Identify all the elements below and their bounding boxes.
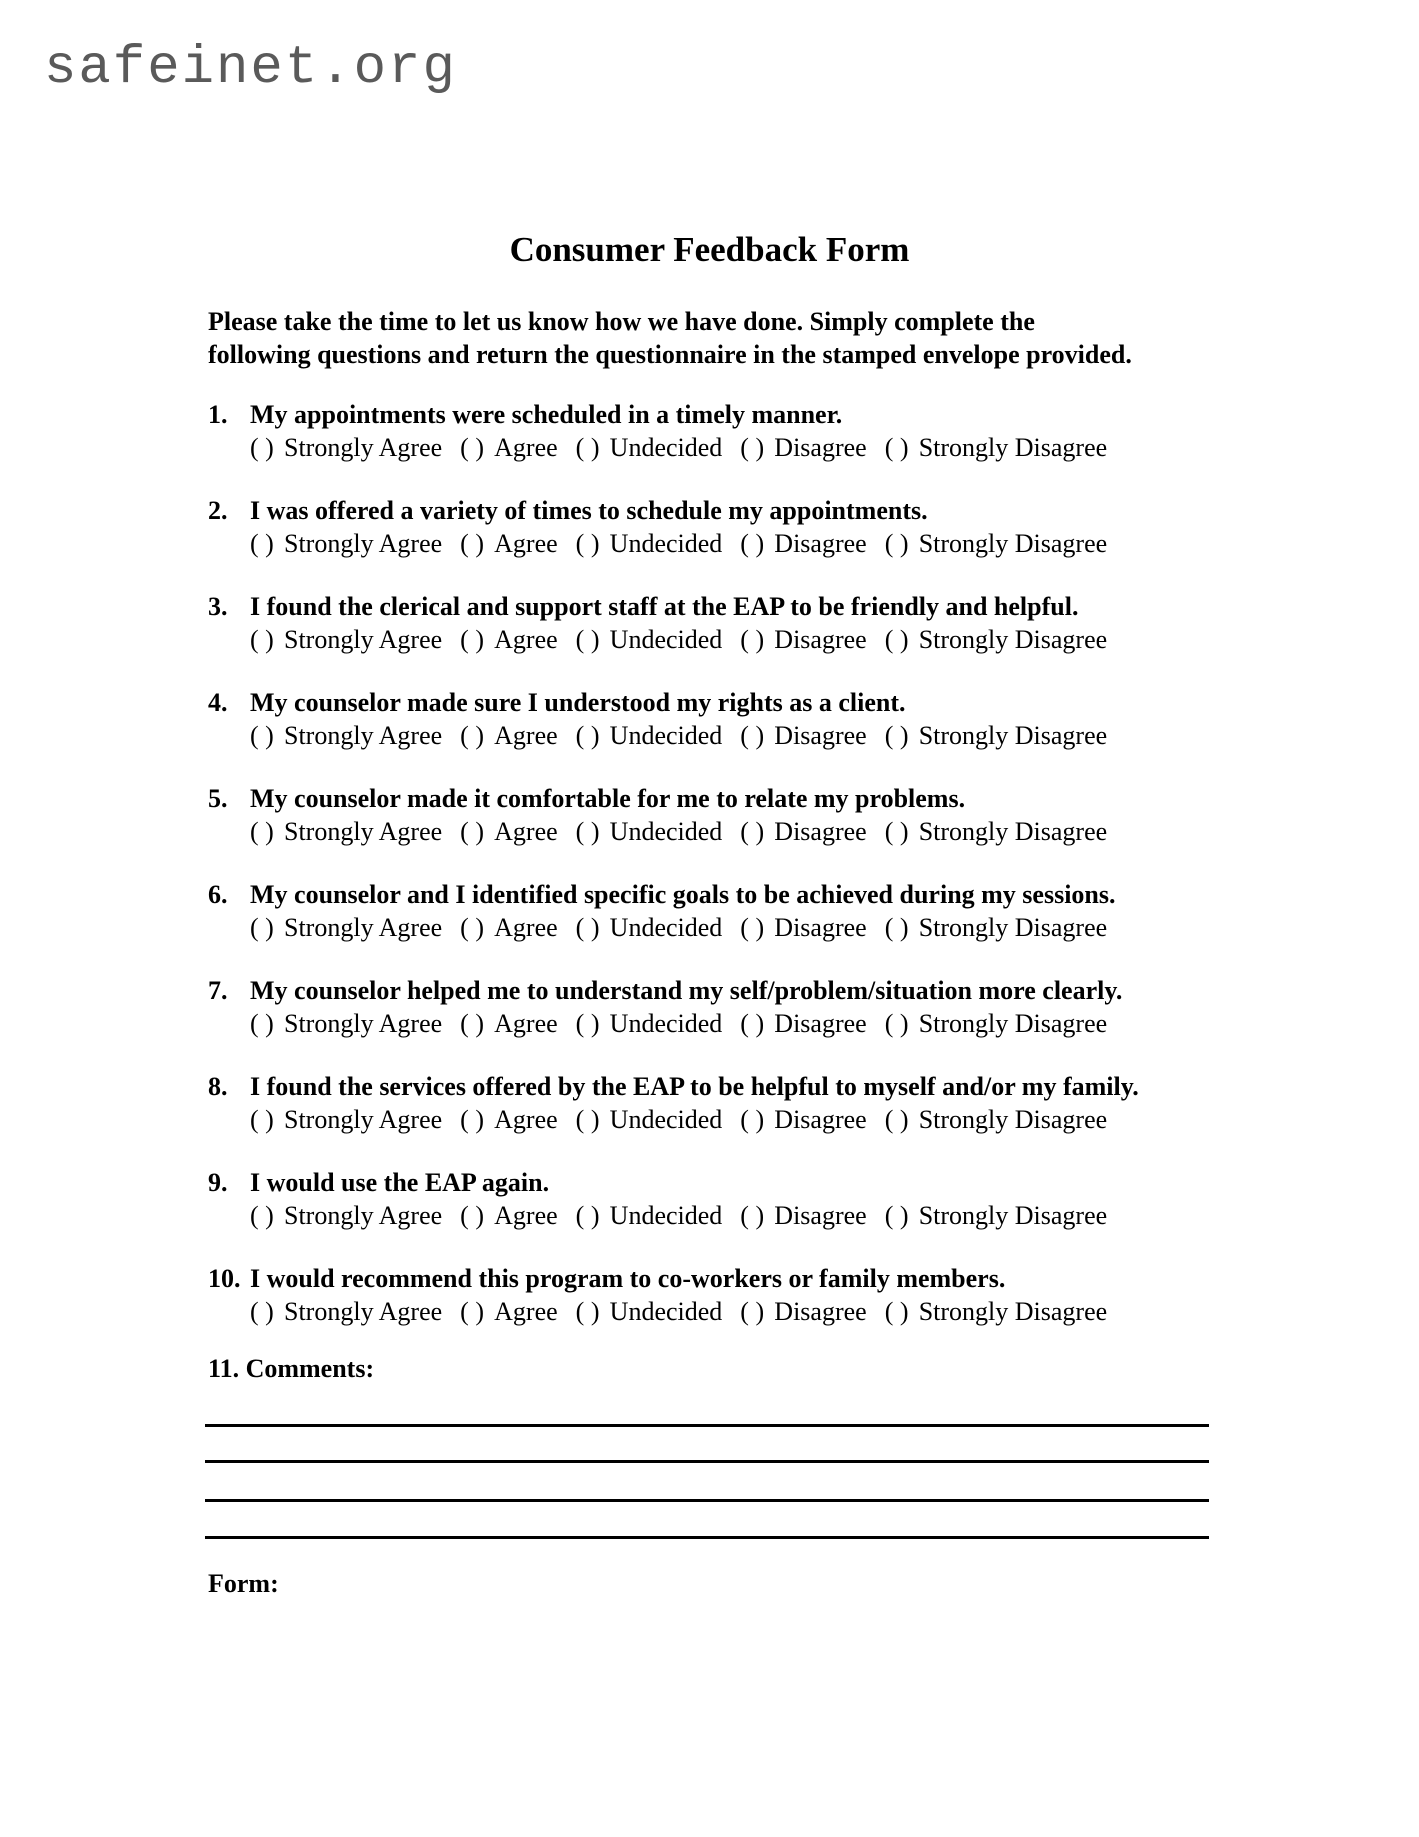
rating-option[interactable] — [576, 527, 723, 560]
question-item — [208, 494, 1258, 590]
question-item — [208, 782, 1258, 878]
rating-checkbox[interactable]: ( ) — [575, 1009, 600, 1038]
rating-label: Strongly Disagree — [918, 817, 1108, 846]
rating-label: Strongly Disagree — [918, 1105, 1108, 1134]
comment-line[interactable] — [205, 1499, 1209, 1502]
rating-label: Undecided — [609, 1297, 723, 1326]
rating-option[interactable] — [885, 1103, 1107, 1136]
rating-checkbox[interactable]: ( ) — [250, 1105, 274, 1134]
question-item — [208, 1262, 1258, 1358]
rating-checkbox[interactable]: ( ) — [740, 1201, 765, 1230]
rating-checkbox[interactable]: ( ) — [460, 913, 484, 942]
rating-label: Strongly Agree — [284, 433, 443, 462]
rating-checkbox[interactable]: ( ) — [884, 817, 909, 846]
rating-label: Strongly Disagree — [918, 433, 1108, 462]
question-item — [208, 1166, 1258, 1262]
rating-option[interactable] — [250, 1295, 442, 1328]
rating-option[interactable] — [576, 431, 723, 464]
rating-label: Undecided — [609, 529, 723, 558]
rating-checkbox[interactable]: ( ) — [575, 1105, 600, 1134]
rating-label: Agree — [494, 817, 558, 846]
question-label: My counselor and I identified specific goals to be achieved during my sessions. — [250, 880, 1116, 909]
rating-label: Undecided — [609, 1009, 723, 1038]
rating-option[interactable] — [740, 911, 866, 944]
rating-label: Strongly Agree — [284, 721, 443, 750]
question-list — [208, 398, 1258, 1358]
rating-checkbox[interactable]: ( ) — [740, 529, 765, 558]
rating-checkbox[interactable]: ( ) — [250, 1201, 274, 1230]
rating-checkbox[interactable]: ( ) — [250, 1009, 274, 1038]
rating-label: Strongly Agree — [284, 1297, 443, 1326]
rating-label: Agree — [494, 529, 558, 558]
rating-label: Disagree — [774, 1009, 867, 1038]
rating-option[interactable] — [460, 1007, 558, 1040]
comments-label — [208, 1352, 374, 1385]
rating-option[interactable] — [885, 1295, 1107, 1328]
rating-checkbox[interactable]: ( ) — [884, 1297, 909, 1326]
rating-option[interactable] — [460, 431, 558, 464]
rating-checkbox[interactable]: ( ) — [740, 817, 765, 846]
rating-options — [250, 1199, 1258, 1232]
rating-checkbox[interactable]: ( ) — [575, 913, 600, 942]
rating-label: Strongly Disagree — [918, 1201, 1108, 1230]
question-label: I would use the EAP again. — [250, 1168, 550, 1197]
rating-option[interactable] — [250, 719, 442, 752]
rating-option[interactable] — [885, 1007, 1107, 1040]
rating-label: Disagree — [774, 721, 867, 750]
rating-label: Strongly Agree — [284, 625, 443, 654]
rating-label: Strongly Disagree — [918, 721, 1108, 750]
rating-checkbox[interactable]: ( ) — [575, 721, 600, 750]
rating-checkbox[interactable]: ( ) — [250, 433, 274, 462]
form-label: Form: — [208, 1569, 279, 1598]
rating-option[interactable] — [250, 623, 442, 656]
rating-checkbox[interactable]: ( ) — [460, 721, 484, 750]
rating-options — [250, 719, 1258, 752]
rating-option[interactable] — [740, 623, 866, 656]
rating-option[interactable] — [885, 623, 1107, 656]
rating-checkbox[interactable]: ( ) — [740, 721, 765, 750]
comment-line[interactable] — [205, 1424, 1209, 1427]
rating-option[interactable] — [885, 1199, 1107, 1232]
rating-checkbox[interactable]: ( ) — [460, 1009, 484, 1038]
rating-label: Strongly Agree — [284, 1105, 443, 1134]
question-text — [208, 1262, 1258, 1295]
rating-options — [250, 1295, 1258, 1328]
rating-label: Strongly Agree — [284, 913, 443, 942]
rating-option[interactable] — [885, 815, 1107, 848]
intro-text — [208, 305, 1248, 371]
question-number: 8. — [208, 1072, 228, 1101]
question-label: I was offered a variety of times to schedule my appointments. — [250, 496, 928, 525]
rating-label: Undecided — [609, 721, 723, 750]
rating-checkbox[interactable]: ( ) — [740, 913, 765, 942]
rating-label: Strongly Disagree — [918, 913, 1108, 942]
rating-checkbox[interactable]: ( ) — [740, 1009, 765, 1038]
rating-label: Disagree — [774, 529, 867, 558]
rating-checkbox[interactable]: ( ) — [884, 1105, 909, 1134]
rating-option[interactable] — [885, 431, 1107, 464]
rating-label: Undecided — [609, 433, 723, 462]
rating-option[interactable] — [576, 1199, 723, 1232]
rating-checkbox[interactable]: ( ) — [884, 433, 909, 462]
rating-options — [250, 911, 1258, 944]
page-title: Consumer Feedback Form — [509, 230, 910, 269]
rating-label: Agree — [494, 913, 558, 942]
rating-checkbox[interactable]: ( ) — [460, 433, 484, 462]
intro-line: following questions and return the questionnaire in the stamped envelope provided. — [208, 340, 1132, 369]
question-text — [208, 878, 1258, 911]
rating-label: Disagree — [774, 625, 867, 654]
rating-option[interactable] — [740, 527, 866, 560]
rating-checkbox[interactable]: ( ) — [460, 1297, 484, 1326]
rating-option[interactable] — [460, 527, 558, 560]
question-text — [208, 494, 1258, 527]
rating-checkbox[interactable]: ( ) — [250, 1297, 274, 1326]
rating-option[interactable] — [460, 815, 558, 848]
rating-checkbox[interactable]: ( ) — [575, 625, 600, 654]
watermark: safeinet.org — [44, 38, 457, 99]
rating-checkbox[interactable]: ( ) — [575, 817, 600, 846]
rating-options — [250, 431, 1258, 464]
rating-checkbox[interactable]: ( ) — [884, 625, 909, 654]
rating-checkbox[interactable]: ( ) — [460, 1201, 484, 1230]
question-number: 5. — [208, 784, 228, 813]
question-label: I would recommend this program to co-workers or family members. — [250, 1264, 1006, 1293]
question-item — [208, 686, 1258, 782]
question-number: 2. — [208, 496, 228, 525]
question-label: My counselor made sure I understood my rights as a client. — [250, 688, 906, 717]
rating-options — [250, 1103, 1258, 1136]
rating-checkbox[interactable]: ( ) — [740, 1105, 765, 1134]
rating-option[interactable] — [460, 1199, 558, 1232]
rating-label: Undecided — [609, 913, 723, 942]
question-text — [208, 782, 1258, 815]
rating-checkbox[interactable]: ( ) — [575, 1297, 600, 1326]
rating-label: Strongly Agree — [284, 1201, 443, 1230]
rating-option[interactable] — [250, 1199, 442, 1232]
rating-label: Disagree — [774, 913, 867, 942]
rating-label: Agree — [494, 625, 558, 654]
rating-option[interactable] — [576, 911, 723, 944]
rating-option[interactable] — [250, 911, 442, 944]
question-number: 10. — [208, 1264, 241, 1293]
rating-option[interactable] — [885, 911, 1107, 944]
rating-label: Agree — [494, 721, 558, 750]
rating-option[interactable] — [250, 1007, 442, 1040]
question-item — [208, 878, 1258, 974]
rating-checkbox[interactable]: ( ) — [740, 625, 765, 654]
rating-option[interactable] — [740, 1103, 866, 1136]
question-number: 1. — [208, 400, 228, 429]
question-number: 7. — [208, 976, 228, 1005]
rating-label: Disagree — [774, 1297, 867, 1326]
rating-option[interactable] — [885, 719, 1107, 752]
rating-label: Strongly Disagree — [918, 529, 1108, 558]
rating-label: Disagree — [774, 1201, 867, 1230]
rating-option[interactable] — [250, 527, 442, 560]
rating-option[interactable] — [460, 1103, 558, 1136]
rating-checkbox[interactable]: ( ) — [460, 625, 484, 654]
rating-label: Undecided — [609, 817, 723, 846]
rating-label: Undecided — [609, 1201, 723, 1230]
rating-checkbox[interactable]: ( ) — [460, 817, 484, 846]
rating-label: Strongly Agree — [284, 817, 443, 846]
rating-option[interactable] — [576, 1007, 723, 1040]
rating-option[interactable] — [576, 1295, 723, 1328]
rating-option[interactable] — [460, 911, 558, 944]
question-text — [208, 590, 1258, 623]
intro-line: Please take the time to let us know how we have done. Simply complete the — [208, 307, 1035, 336]
rating-label: Strongly Disagree — [918, 1297, 1108, 1326]
rating-option[interactable] — [576, 623, 723, 656]
question-label: I found the clerical and support staff at the EAP to be friendly and helpful. — [250, 592, 1079, 621]
rating-checkbox[interactable]: ( ) — [575, 529, 600, 558]
rating-label: Disagree — [774, 1105, 867, 1134]
rating-option[interactable] — [740, 1295, 866, 1328]
question-label: I found the services offered by the EAP to be helpful to myself and/or my family. — [250, 1072, 1139, 1101]
rating-option[interactable] — [740, 1199, 866, 1232]
question-item — [208, 1070, 1258, 1166]
rating-checkbox[interactable]: ( ) — [884, 1009, 909, 1038]
rating-checkbox[interactable]: ( ) — [740, 1297, 765, 1326]
comments-number: 11. — [208, 1354, 240, 1383]
rating-option[interactable] — [576, 719, 723, 752]
question-text — [208, 1070, 1258, 1103]
rating-option[interactable] — [885, 527, 1107, 560]
rating-option[interactable] — [576, 815, 723, 848]
question-item — [208, 398, 1258, 494]
rating-option[interactable] — [740, 815, 866, 848]
question-text — [208, 974, 1258, 1007]
rating-checkbox[interactable]: ( ) — [250, 529, 274, 558]
question-label: My counselor made it comfortable for me to relate my problems. — [250, 784, 966, 813]
rating-checkbox[interactable]: ( ) — [575, 1201, 600, 1230]
rating-checkbox[interactable]: ( ) — [884, 721, 909, 750]
rating-label: Strongly Agree — [284, 1009, 443, 1038]
comment-line[interactable] — [205, 1536, 1209, 1539]
rating-label: Strongly Disagree — [918, 1009, 1108, 1038]
rating-label: Disagree — [774, 817, 867, 846]
question-label: My appointments were scheduled in a timely manner. — [250, 400, 843, 429]
question-number: 6. — [208, 880, 228, 909]
rating-label: Strongly Disagree — [918, 625, 1108, 654]
rating-label: Disagree — [774, 433, 867, 462]
rating-checkbox[interactable]: ( ) — [250, 913, 274, 942]
rating-checkbox[interactable]: ( ) — [575, 433, 600, 462]
rating-options — [250, 815, 1258, 848]
question-text — [208, 686, 1258, 719]
rating-label: Agree — [494, 1009, 558, 1038]
rating-option[interactable] — [460, 719, 558, 752]
question-number: 4. — [208, 688, 228, 717]
rating-label: Undecided — [609, 625, 723, 654]
rating-label: Undecided — [609, 1105, 723, 1134]
rating-checkbox[interactable]: ( ) — [460, 529, 484, 558]
rating-checkbox[interactable]: ( ) — [250, 817, 274, 846]
question-item — [208, 590, 1258, 686]
rating-checkbox[interactable]: ( ) — [884, 913, 909, 942]
rating-option[interactable] — [460, 1295, 558, 1328]
rating-options — [250, 623, 1258, 656]
rating-checkbox[interactable]: ( ) — [740, 433, 765, 462]
rating-checkbox[interactable]: ( ) — [884, 529, 909, 558]
rating-label: Agree — [494, 1201, 558, 1230]
rating-option[interactable] — [460, 623, 558, 656]
rating-label: Agree — [494, 433, 558, 462]
question-label: My counselor helped me to understand my self/problem/situation more clearly. — [250, 976, 1123, 1005]
rating-checkbox[interactable]: ( ) — [884, 1201, 909, 1230]
rating-option[interactable] — [576, 1103, 723, 1136]
rating-label: Agree — [494, 1105, 558, 1134]
rating-checkbox[interactable]: ( ) — [460, 1105, 484, 1134]
rating-option[interactable] — [250, 815, 442, 848]
question-text — [208, 398, 1258, 431]
rating-checkbox[interactable]: ( ) — [250, 625, 274, 654]
question-text — [208, 1166, 1258, 1199]
rating-options — [250, 527, 1258, 560]
rating-label: Agree — [494, 1297, 558, 1326]
rating-option[interactable] — [250, 1103, 442, 1136]
comments-text: Comments: — [245, 1354, 375, 1383]
rating-checkbox[interactable]: ( ) — [250, 721, 274, 750]
rating-option[interactable] — [740, 431, 866, 464]
rating-option[interactable] — [740, 1007, 866, 1040]
rating-option[interactable] — [250, 431, 442, 464]
question-number: 3. — [208, 592, 228, 621]
comment-line[interactable] — [205, 1460, 1209, 1463]
question-item — [208, 974, 1258, 1070]
rating-label: Strongly Agree — [284, 529, 443, 558]
question-number: 9. — [208, 1168, 228, 1197]
rating-options — [250, 1007, 1258, 1040]
rating-option[interactable] — [740, 719, 866, 752]
